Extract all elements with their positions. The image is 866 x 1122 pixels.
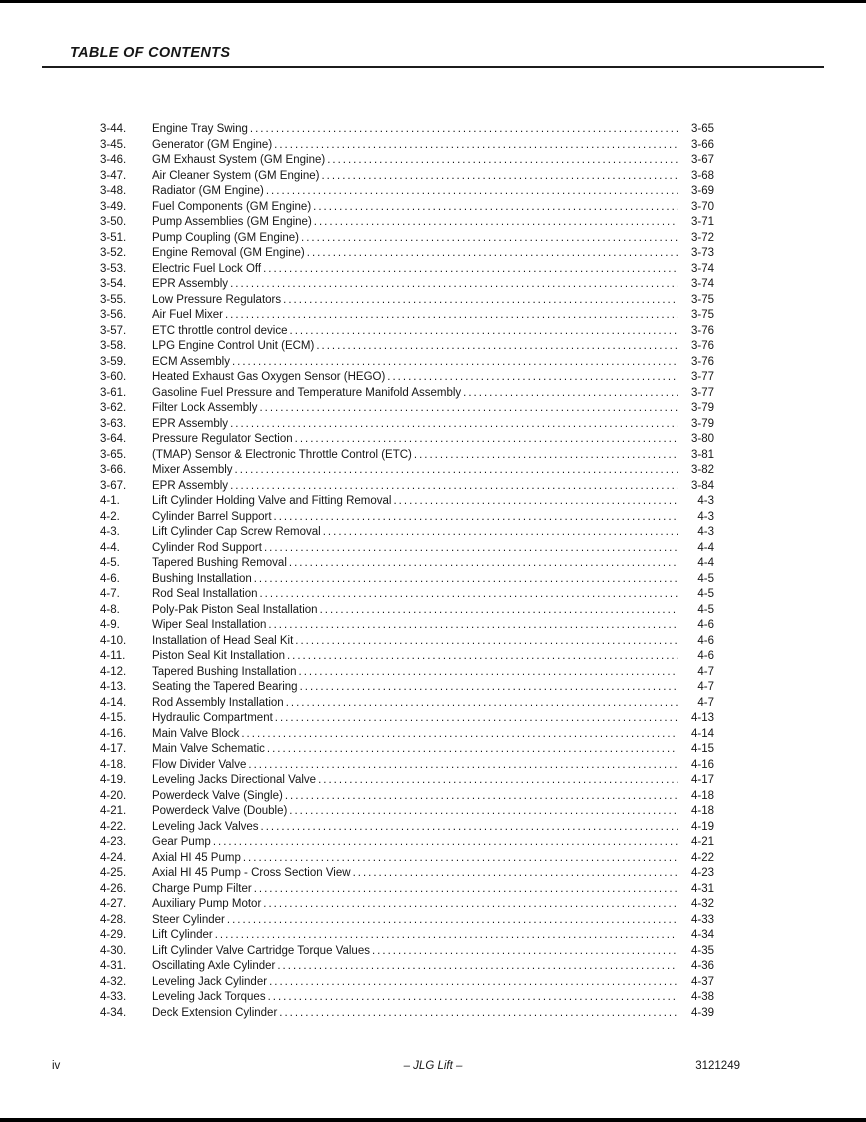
footer [0, 1060, 866, 1078]
toc-entry-title: Engine Tray Swing [152, 123, 248, 135]
toc-entry-number: 3-64. [100, 433, 127, 445]
toc-entry-page: 3-75 [690, 309, 714, 321]
toc-entry [100, 835, 714, 851]
toc-entry [100, 262, 714, 278]
toc-entry-page: 4-16 [690, 758, 714, 771]
toc-entry [100, 138, 714, 154]
toc-entry-title: Charge Pump Filter [152, 882, 252, 895]
toc-entry-number: 3-57. [100, 324, 127, 337]
toc-entry-title: Radiator (GM Engine) [152, 185, 264, 197]
toc-entry-title: Seating the Tapered Bearing [152, 681, 298, 693]
toc-entry-page: 3-75 [690, 293, 714, 306]
toc-entry-title: Rod Seal Installation [152, 588, 258, 600]
toc-entry-number: 4-4. [100, 541, 120, 554]
toc-entry-title: Air Fuel Mixer [152, 309, 223, 321]
dot-leader [261, 262, 678, 278]
toc-entry-page: 3-79 [690, 417, 714, 430]
toc-entry [100, 975, 714, 991]
dot-leader [252, 572, 678, 588]
toc-entry-number: 3-65. [100, 448, 127, 461]
toc-entry-number: 4-6. [100, 572, 120, 585]
toc-entry-title: Heated Exhaust Gas Oxygen Sensor (HEGO) [152, 371, 386, 383]
toc-entry-title: Electric Fuel Lock Off [152, 262, 262, 275]
dot-leader [266, 990, 678, 1006]
toc-entry-number: 4-32. [100, 975, 127, 988]
toc-entry [100, 169, 714, 185]
toc-entry-page: 4-18 [690, 789, 714, 802]
toc-entry-title: Main Valve Schematic [152, 743, 265, 755]
toc-entry-title: Air Cleaner System (GM Engine) [152, 169, 320, 182]
toc-entry [100, 990, 714, 1006]
dot-leader [385, 370, 678, 386]
toc-entry-page: 3-76 [690, 340, 714, 352]
dot-leader [288, 324, 678, 340]
toc-entry-title: Installation of Head Seal Kit [152, 634, 294, 647]
toc-entry-page: 3-74 [690, 278, 714, 290]
toc-entry-page: 4-5 [697, 588, 714, 600]
toc-entry [100, 339, 714, 355]
toc-entry [100, 804, 714, 820]
toc-entry-number: 4-16. [100, 727, 127, 740]
toc-entry-title: LPG Engine Control Unit (ECM) [152, 340, 315, 352]
toc-entry [100, 510, 714, 526]
toc-entry-number: 3-49. [100, 200, 127, 213]
toc-entry-number: 4-18. [100, 758, 127, 771]
dot-leader [213, 928, 678, 944]
toc-entry-number: 3-67. [100, 479, 127, 492]
toc-entry [100, 401, 714, 417]
toc-entry-title: Oscillating Axle Cylinder [152, 960, 276, 972]
toc-entry-number: 3-54. [100, 278, 127, 290]
toc-entry-number: 4-2. [100, 510, 120, 523]
toc-entry-number: 4-3. [100, 526, 120, 538]
toc-entry [100, 308, 714, 324]
toc-entry-page: 4-36 [690, 960, 714, 972]
toc-entry [100, 913, 714, 929]
toc-entry-title: Powerdeck Valve (Single) [152, 789, 283, 802]
scan-edge-top [0, 0, 866, 3]
toc-entry-page: 3-81 [690, 448, 714, 461]
toc-entry [100, 184, 714, 200]
toc-entry-title: (TMAP) Sensor & Electronic Throttle Control (ETC) [152, 448, 412, 461]
toc-entry [100, 417, 714, 433]
toc-entry [100, 711, 714, 727]
toc-entry-title: Rod Assembly Installation [152, 696, 284, 709]
toc-entry [100, 215, 714, 231]
toc-entry [100, 525, 714, 541]
toc-entry-number: 4-13. [100, 681, 127, 693]
toc-entry-number: 4-21. [100, 805, 127, 817]
dot-leader [370, 944, 678, 960]
toc-entry [100, 680, 714, 696]
dot-leader [225, 913, 678, 929]
toc-entry [100, 463, 714, 479]
dot-leader [311, 200, 678, 216]
toc-entry-title: Pump Coupling (GM Engine) [152, 231, 300, 244]
toc-entry-number: 4-14. [100, 696, 127, 709]
toc-entry-number: 3-52. [100, 247, 127, 259]
toc-entry-page: 4-5 [697, 572, 714, 585]
toc-entry [100, 634, 714, 650]
toc-entry [100, 370, 714, 386]
toc-entry [100, 897, 714, 913]
toc-list [100, 122, 714, 1021]
toc-entry [100, 928, 714, 944]
toc-entry-number: 4-7. [100, 588, 120, 600]
scan-edge-bottom [0, 1118, 866, 1122]
dot-leader [312, 215, 678, 231]
dot-leader [239, 727, 678, 743]
toc-entry-number: 4-15. [100, 712, 127, 724]
toc-entry-page: 4-6 [697, 650, 714, 662]
toc-entry-number: 4-20. [100, 789, 127, 802]
toc-entry-page: 3-82 [690, 464, 714, 476]
toc-entry-page: 3-76 [690, 355, 714, 368]
toc-entry [100, 742, 714, 758]
toc-entry-title: Axial HI 45 Pump [152, 851, 241, 864]
toc-entry-title: Bushing Installation [152, 572, 252, 585]
toc-entry-title: Lift Cylinder Holding Valve and Fitting Removal [152, 495, 392, 507]
toc-entry-page: 4-17 [690, 774, 714, 786]
toc-entry-title: Tapered Bushing Installation [152, 665, 297, 678]
dot-leader [321, 525, 678, 541]
toc-entry [100, 153, 714, 169]
toc-entry-title: Engine Removal (GM Engine) [152, 247, 305, 259]
toc-entry [100, 944, 714, 960]
dot-leader [461, 386, 678, 402]
toc-entry [100, 789, 714, 805]
toc-entry-number: 4-17. [100, 743, 127, 755]
toc-entry-title: Piston Seal Kit Installation [152, 650, 285, 662]
toc-entry-page: 4-35 [690, 944, 714, 957]
toc-entry-title: Wiper Seal Installation [152, 619, 267, 631]
toc-entry-page: 3-84 [690, 479, 714, 492]
toc-entry-page: 4-19 [690, 820, 714, 833]
toc-entry-page: 4-18 [690, 805, 714, 817]
toc-entry-title: Leveling Jack Valves [152, 820, 259, 833]
toc-entry-page: 4-3 [697, 526, 714, 538]
toc-entry-page: 4-7 [697, 681, 714, 693]
dot-leader [272, 510, 678, 526]
toc-entry-title: Powerdeck Valve (Double) [152, 805, 288, 817]
toc-entry-title: Lift Cylinder Valve Cartridge Torque Values [152, 944, 370, 957]
dot-leader [252, 882, 678, 898]
toc-entry [100, 665, 714, 681]
toc-entry-number: 4-8. [100, 603, 120, 616]
toc-entry-title: Pump Assemblies (GM Engine) [152, 216, 312, 228]
toc-entry-title: Gasoline Fuel Pressure and Temperature Manifold Assembly [152, 386, 462, 399]
toc-entry-number: 4-33. [100, 991, 127, 1003]
toc-entry-number: 4-11. [100, 650, 126, 662]
toc-entry-number: 3-44. [100, 123, 127, 135]
toc-entry-page: 3-72 [690, 231, 714, 244]
dot-leader [267, 975, 678, 991]
toc-entry-title: Lift Cylinder Cap Screw Removal [152, 526, 321, 538]
toc-entry-page: 4-33 [690, 913, 714, 926]
toc-entry-title: EPR Assembly [152, 479, 229, 492]
toc-entry [100, 587, 714, 603]
toc-entry-page: 3-67 [690, 154, 714, 166]
toc-entry [100, 432, 714, 448]
toc-entry-page: 4-34 [690, 929, 714, 941]
toc-entry-number: 4-10. [100, 634, 127, 647]
dot-leader [287, 804, 678, 820]
dot-leader [283, 789, 678, 805]
toc-entry-page: 4-4 [697, 541, 714, 554]
footer-center-text: – JLG Lift – [403, 1060, 463, 1072]
toc-entry [100, 448, 714, 464]
toc-entry-number: 3-48. [100, 185, 127, 197]
toc-entry [100, 122, 714, 138]
toc-entry-title: GM Exhaust System (GM Engine) [152, 154, 326, 166]
toc-entry-title: ECM Assembly [152, 355, 230, 368]
toc-entry-number: 4-31. [100, 960, 127, 972]
toc-entry-number: 3-61. [100, 386, 127, 399]
toc-entry-number: 4-29. [100, 929, 127, 941]
toc-entry [100, 773, 714, 789]
toc-entry-page: 4-22 [690, 851, 714, 864]
dot-leader [228, 277, 678, 293]
dot-leader [246, 758, 678, 774]
toc-entry [100, 386, 714, 402]
toc-entry-page: 3-76 [690, 324, 714, 337]
dot-leader [293, 634, 678, 650]
dot-leader [351, 866, 678, 882]
toc-entry [100, 758, 714, 774]
dot-leader [298, 680, 678, 696]
toc-entry [100, 355, 714, 371]
dot-leader [211, 835, 678, 851]
dot-leader [319, 169, 678, 185]
toc-entry-page: 4-3 [697, 495, 714, 507]
toc-entry-page: 4-31 [690, 882, 714, 895]
toc-entry-number: 4-1. [100, 495, 120, 507]
toc-entry-number: 4-23. [100, 836, 127, 848]
toc-entry [100, 200, 714, 216]
dot-leader [259, 820, 678, 836]
toc-entry-number: 3-47. [100, 169, 127, 182]
toc-entry-title: Filter Lock Assembly [152, 402, 258, 414]
toc-entry-page: 3-77 [690, 371, 714, 383]
dot-leader [261, 897, 678, 913]
toc-entry-title: EPR Assembly [152, 278, 229, 290]
dot-leader [262, 541, 678, 557]
toc-entry-number: 3-53. [100, 262, 127, 275]
toc-entry-title: ETC throttle control device [152, 324, 288, 337]
toc-entry-page: 3-71 [690, 216, 714, 228]
toc-entry [100, 293, 714, 309]
toc-entry-number: 4-12. [100, 665, 127, 678]
dot-leader [272, 138, 678, 154]
toc-entry-page: 3-66 [690, 138, 714, 151]
toc-entry [100, 649, 714, 665]
toc-entry-page: 3-79 [690, 402, 714, 414]
toc-entry-page: 4-21 [690, 836, 714, 848]
footer-page-number: iv [52, 1060, 61, 1072]
dot-leader [412, 448, 678, 464]
toc-entry-page: 3-77 [690, 386, 714, 399]
toc-entry-number: 3-66. [100, 464, 127, 476]
toc-entry-page: 3-70 [690, 200, 714, 213]
toc-entry-page: 3-65 [690, 123, 714, 135]
toc-entry-page: 4-3 [697, 510, 714, 523]
toc-entry-page: 4-15 [690, 743, 714, 755]
dot-leader [230, 355, 678, 371]
dot-leader [305, 246, 678, 262]
toc-entry-number: 3-58. [100, 340, 127, 352]
toc-entry-title: Cylinder Rod Support [152, 541, 262, 554]
dot-leader [248, 122, 678, 138]
dot-leader [241, 851, 678, 867]
toc-entry [100, 231, 714, 247]
toc-entry-number: 4-19. [100, 774, 127, 786]
toc-entry-page: 4-6 [697, 619, 714, 631]
dot-leader [284, 696, 678, 712]
toc-entry-number: 3-59. [100, 355, 127, 368]
toc-entry-number: 3-56. [100, 309, 127, 321]
toc-entry-number: 4-26. [100, 882, 127, 895]
dot-leader [223, 308, 678, 324]
toc-entry-page: 3-73 [690, 247, 714, 259]
toc-entry-page: 4-14 [690, 727, 714, 740]
toc-entry-number: 4-25. [100, 867, 127, 879]
toc-entry-number: 4-22. [100, 820, 127, 833]
toc-entry-page: 4-37 [690, 975, 714, 988]
toc-entry [100, 618, 714, 634]
dot-leader [325, 153, 678, 169]
toc-entry [100, 246, 714, 262]
toc-entry [100, 882, 714, 898]
toc-entry-page: 4-4 [697, 557, 714, 569]
dot-leader [285, 649, 678, 665]
toc-entry-title: EPR Assembly [152, 417, 229, 430]
toc-entry-page: 4-7 [697, 665, 714, 678]
toc-entry-title: Lift Cylinder [152, 929, 213, 941]
toc-entry-title: Generator (GM Engine) [152, 138, 273, 151]
toc-entry-title: Hydraulic Compartment [152, 712, 273, 724]
toc-entry-page: 4-39 [690, 1006, 714, 1019]
toc-entry-title: Cylinder Barrel Support [152, 510, 272, 523]
toc-entry-number: 3-62. [100, 402, 127, 414]
footer-document-number: 3121249 [695, 1060, 740, 1072]
toc-entry-title: Tapered Bushing Removal [152, 557, 287, 569]
dot-leader [314, 339, 678, 355]
toc-entry [100, 820, 714, 836]
dot-leader [391, 494, 678, 510]
toc-entry-page: 4-23 [690, 867, 714, 879]
toc-entry-page: 4-13 [690, 712, 714, 724]
toc-entry-page: 4-6 [697, 634, 714, 647]
toc-entry-title: Leveling Jack Cylinder [152, 975, 268, 988]
toc-entry-number: 3-50. [100, 216, 127, 228]
toc-entry-title: Leveling Jacks Directional Valve [152, 774, 317, 786]
toc-entry-title: Mixer Assembly [152, 464, 233, 476]
toc-entry [100, 324, 714, 340]
toc-entry [100, 727, 714, 743]
dot-leader [316, 773, 678, 789]
dot-leader [273, 711, 678, 727]
toc-entry-number: 4-30. [100, 944, 127, 957]
toc-entry-page: 3-68 [690, 169, 714, 182]
toc-entry-number: 4-24. [100, 851, 127, 864]
toc-entry [100, 603, 714, 619]
dot-leader [275, 959, 678, 975]
toc-entry-page: 4-7 [697, 696, 714, 709]
toc-entry-title: Steer Cylinder [152, 913, 225, 926]
toc-entry-number: 4-27. [100, 898, 127, 910]
toc-entry-number: 3-51. [100, 231, 127, 244]
toc-entry-title: Deck Extension Cylinder [152, 1006, 278, 1019]
dot-leader [299, 231, 678, 247]
toc-entry [100, 696, 714, 712]
dot-leader [266, 618, 678, 634]
dot-leader [293, 432, 678, 448]
toc-entry-number: 3-55. [100, 293, 127, 306]
dot-leader [228, 417, 678, 433]
page-title: TABLE OF CONTENTS [70, 45, 231, 61]
toc-entry-number: 3-60. [100, 371, 127, 383]
dot-leader [257, 587, 678, 603]
toc-entry-page: 4-32 [690, 898, 714, 910]
toc-entry [100, 479, 714, 495]
toc-entry-page: 3-69 [690, 185, 714, 197]
dot-leader [257, 401, 678, 417]
toc-entry [100, 494, 714, 510]
toc-entry-number: 4-34. [100, 1006, 127, 1019]
toc-entry [100, 572, 714, 588]
dot-leader [287, 556, 678, 572]
toc-entry-title: Poly-Pak Piston Seal Installation [152, 603, 318, 616]
toc-entry [100, 556, 714, 572]
toc-entry-number: 4-28. [100, 913, 127, 926]
toc-entry [100, 1006, 714, 1022]
dot-leader [281, 293, 678, 309]
toc-entry-number: 4-9. [100, 619, 120, 631]
toc-entry-title: Flow Divider Valve [152, 758, 247, 771]
toc-entry-title: Main Valve Block [152, 727, 240, 740]
toc-entry-title: Low Pressure Regulators [152, 293, 282, 306]
toc-entry-page: 4-38 [690, 991, 714, 1003]
dot-leader [233, 463, 678, 479]
dot-leader [318, 603, 678, 619]
toc-entry-number: 3-46. [100, 154, 127, 166]
toc-entry [100, 277, 714, 293]
toc-entry-title: Pressure Regulator Section [152, 433, 293, 445]
header-rule [42, 66, 824, 68]
dot-leader [297, 665, 679, 681]
toc-entry-number: 4-5. [100, 557, 120, 569]
toc-entry [100, 541, 714, 557]
toc-entry-title: Leveling Jack Torques [152, 991, 266, 1003]
toc-entry [100, 851, 714, 867]
dot-leader [277, 1006, 678, 1022]
dot-leader [265, 742, 678, 758]
dot-leader [264, 184, 678, 200]
toc-entry [100, 866, 714, 882]
toc-entry-title: Axial HI 45 Pump - Cross Section View [152, 867, 351, 879]
toc-entry-title: Gear Pump [152, 836, 211, 848]
toc-entry-page: 3-74 [690, 262, 714, 275]
toc-entry [100, 959, 714, 975]
toc-entry-page: 3-80 [690, 433, 714, 445]
dot-leader [228, 479, 678, 495]
toc-entry-title: Auxiliary Pump Motor [152, 898, 262, 910]
toc-entry-number: 3-63. [100, 417, 127, 430]
toc-entry-number: 3-45. [100, 138, 127, 151]
toc-entry-title: Fuel Components (GM Engine) [152, 200, 312, 213]
toc-entry-page: 4-5 [697, 603, 714, 616]
